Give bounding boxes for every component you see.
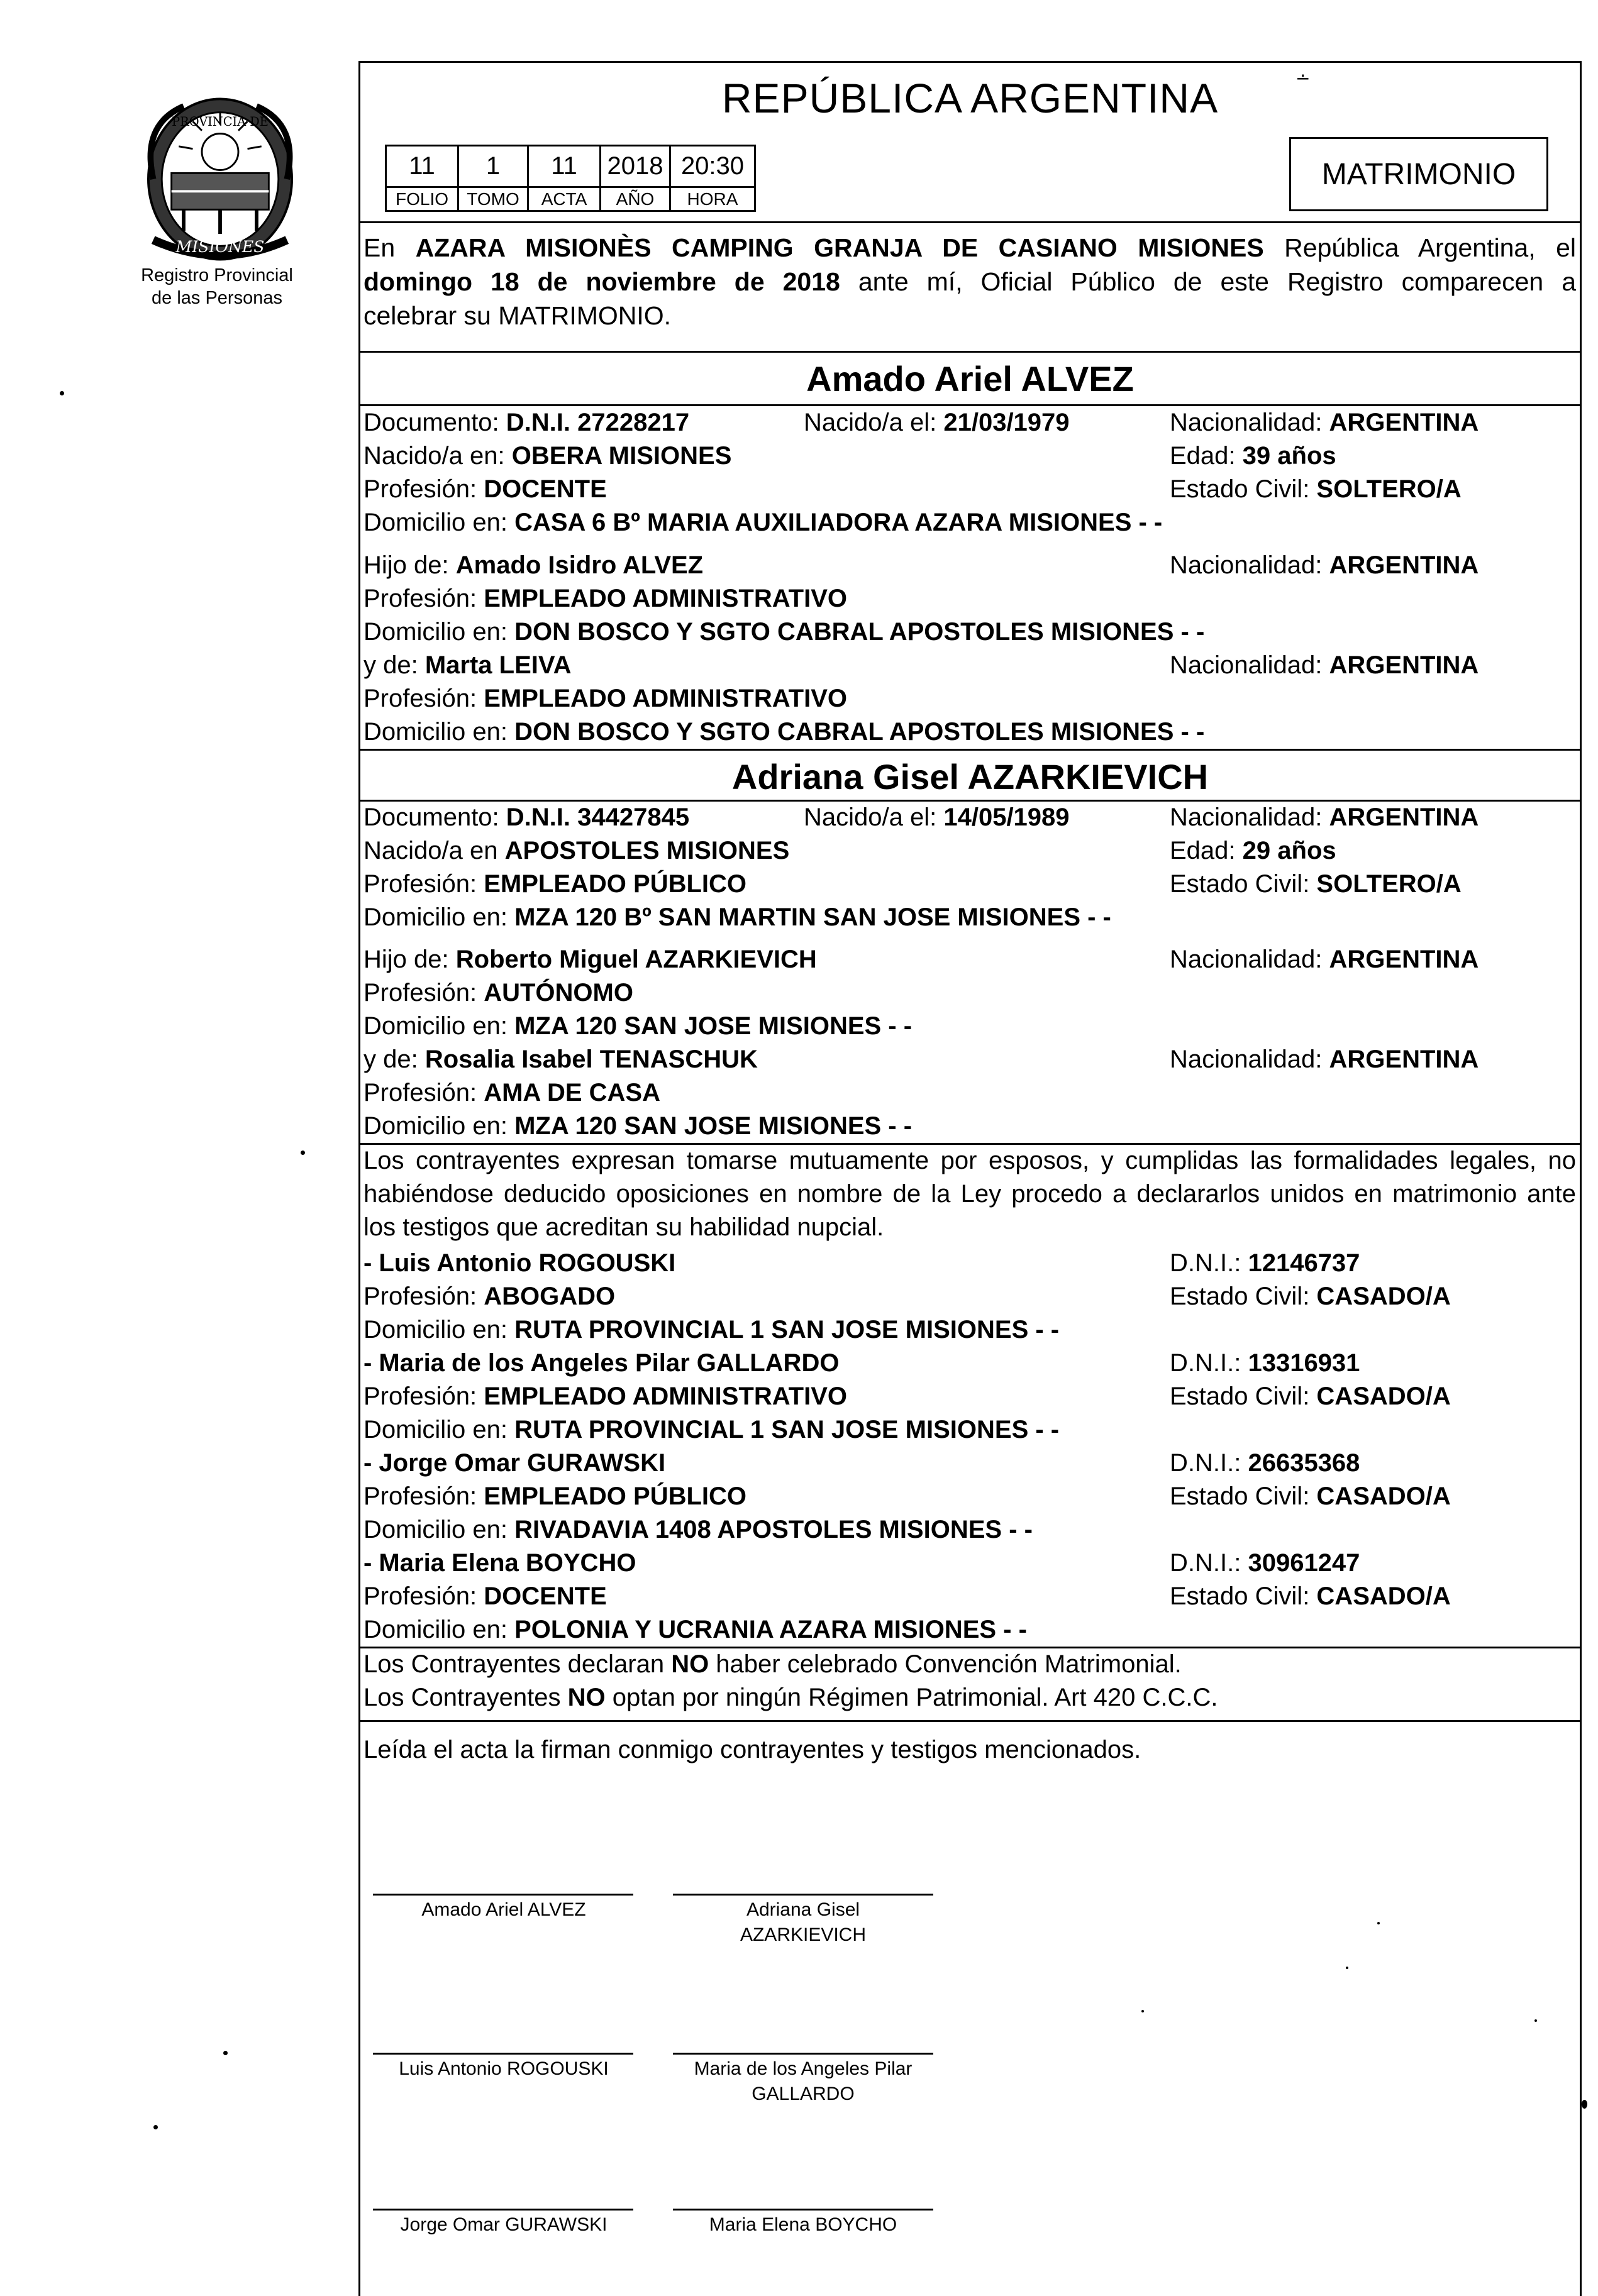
witness4-dni: D.N.I.: 30961247 [1170, 1549, 1360, 1577]
scan-speck [223, 2051, 228, 2055]
spouse1-address: Domicilio en: CASA 6 Bº MARIA AUXILIADORA AZARA MISIONES - - [363, 509, 1163, 536]
record-type-box [1289, 137, 1548, 211]
seal-text-top: PROVINCIA DE [172, 114, 269, 129]
spouse1-father: Hijo de: Amado Isidro ALVEZ [363, 551, 704, 579]
stray-mark: ∸ [1296, 69, 1311, 88]
spouse1-mother: y de: Marta LEIVA [363, 651, 572, 679]
witness4-civil-status: Estado Civil: CASADO/A [1170, 1582, 1451, 1610]
spouse1-nationality: Nacionalidad: ARGENTINA [1170, 409, 1479, 436]
declaration-line: los testigos que acreditan su habilidad nupcial. [363, 1213, 884, 1241]
scan-speck [1534, 2019, 1537, 2022]
divider [358, 749, 1582, 751]
anio-label: AÑO [601, 187, 670, 211]
spouse1-document: Documento: D.N.I. 27228217 [363, 409, 690, 436]
seal-text-bottom: MISIONES [175, 238, 265, 256]
convention-statement: Los Contrayentes declaran NO haber celebrado Convención Matrimonial. [363, 1650, 1182, 1678]
spouse1-birthdate: Nacido/a el: 21/03/1979 [804, 409, 1070, 436]
spouse2-profession: Profesión: EMPLEADO PÚBLICO [363, 870, 747, 898]
intro-paragraph [363, 231, 1576, 333]
spouse2-birthdate: Nacido/a el: 14/05/1989 [804, 803, 1070, 831]
signature-spouse2: Adriana Gisel AZARKIEVICH [740, 1899, 867, 1945]
signature-witness3: Jorge Omar GURAWSKI [400, 2214, 608, 2235]
hora-value: 20:30 [670, 146, 755, 187]
spouse2-father-nationality: Nacionalidad: ARGENTINA [1170, 946, 1479, 973]
declaration-line: habiéndose deducido oposiciones en nombre de la Ley procedo a declararlos unidos en matrimonio ante [363, 1180, 1576, 1208]
ceremony-date: domingo 18 de noviembre de 2018 [363, 267, 840, 296]
spouse2-mother-profession: Profesión: AMA DE CASA [363, 1079, 660, 1107]
spouse2-name: Adriana Gisel AZARKIEVICH [731, 757, 1209, 797]
signature-line [673, 2209, 933, 2210]
regime-statement: Los Contrayentes NO optan por ningún Régimen Patrimonial. Art 420 C.C.C. [363, 1684, 1218, 1711]
spouse1-mother-address: Domicilio en: DON BOSCO Y SGTO CABRAL APOSTOLES MISIONES - - [363, 718, 1205, 746]
scan-speck [301, 1151, 305, 1155]
spouse1-father-address: Domicilio en: DON BOSCO Y SGTO CABRAL APOSTOLES MISIONES - - [363, 618, 1205, 646]
witness4-profession: Profesión: DOCENTE [363, 1582, 607, 1610]
spouse2-mother: y de: Rosalia Isabel TENASCHUK [363, 1046, 758, 1073]
intro-text: En [363, 233, 416, 262]
witness2-name: - Maria de los Angeles Pilar GALLARDO [363, 1349, 840, 1377]
registry-caption-line1: Registro Provincial [141, 265, 293, 285]
signature-witness2: Maria de los Angeles Pilar GALLARDO [694, 2058, 913, 2104]
signature-line [673, 1894, 933, 1896]
spouse2-mother-nationality: Nacionalidad: ARGENTINA [1170, 1046, 1479, 1073]
witness3-profession: Profesión: EMPLEADO PÚBLICO [363, 1482, 747, 1510]
acta-label: ACTA [528, 187, 601, 211]
spouse2-nationality: Nacionalidad: ARGENTINA [1170, 803, 1479, 831]
signature-spouse1: Amado Ariel ALVEZ [421, 1899, 586, 1920]
spouse1-name: Amado Ariel ALVEZ [806, 359, 1134, 399]
spouse2-address: Domicilio en: MZA 120 Bº SAN MARTIN SAN JOSE MISIONES - - [363, 903, 1111, 931]
ceremony-place: AZARA MISIONÈS CAMPING GRANJA DE CASIANO MISIONES [415, 233, 1264, 262]
witness3-name: - Jorge Omar GURAWSKI [363, 1449, 666, 1477]
intro-text: celebrar su MATRIMONIO. [363, 301, 672, 330]
record-type: MATRIMONIO [1321, 157, 1516, 191]
witness4-address: Domicilio en: POLONIA Y UCRANIA AZARA MISIONES - - [363, 1616, 1027, 1643]
witness1-address: Domicilio en: RUTA PROVINCIAL 1 SAN JOSE MISIONES - - [363, 1316, 1060, 1344]
witness2-profession: Profesión: EMPLEADO ADMINISTRATIVO [363, 1383, 847, 1410]
witness1-dni: D.N.I.: 12146737 [1170, 1249, 1360, 1277]
folio-label: FOLIO [386, 187, 458, 211]
acta-value: 11 [528, 146, 601, 187]
scan-speck [1582, 2100, 1587, 2109]
signature-line [373, 1894, 633, 1896]
declaration-paragraph [363, 1144, 1576, 1244]
spouse2-mother-address: Domicilio en: MZA 120 SAN JOSE MISIONES - - [363, 1112, 913, 1140]
provincial-seal-logo [126, 88, 314, 270]
witness1-name: - Luis Antonio ROGOUSKI [363, 1249, 676, 1277]
scan-speck [1346, 1967, 1348, 1969]
spouse1-mother-nationality: Nacionalidad: ARGENTINA [1170, 651, 1479, 679]
registry-caption [101, 264, 333, 309]
folio-value: 11 [386, 146, 458, 187]
spouse1-father-nationality: Nacionalidad: ARGENTINA [1170, 551, 1479, 579]
spouse2-age: Edad: 29 años [1170, 837, 1336, 864]
record-codes-table [385, 145, 756, 212]
witness3-civil-status: Estado Civil: CASADO/A [1170, 1482, 1451, 1510]
spouse1-father-profession: Profesión: EMPLEADO ADMINISTRATIVO [363, 585, 847, 612]
spouse2-birthplace: Nacido/a en APOSTOLES MISIONES [363, 837, 790, 864]
scan-speck [153, 2125, 158, 2129]
witness2-dni: D.N.I.: 13316931 [1170, 1349, 1360, 1377]
hora-label: HORA [670, 187, 755, 211]
witness2-civil-status: Estado Civil: CASADO/A [1170, 1383, 1451, 1410]
spouse2-father-profession: Profesión: AUTÓNOMO [363, 979, 633, 1007]
divider [358, 351, 1582, 353]
signature-line [673, 2053, 933, 2055]
anio-value: 2018 [601, 146, 670, 187]
registry-caption-line2: de las Personas [152, 288, 282, 308]
scan-speck [1141, 2010, 1144, 2012]
spouse1-civil-status: Estado Civil: SOLTERO/A [1170, 475, 1462, 503]
spouse1-birthplace: Nacido/a en: OBERA MISIONES [363, 442, 732, 470]
tomo-value: 1 [458, 146, 528, 187]
signature-witness1: Luis Antonio ROGOUSKI [399, 2058, 609, 2079]
spouse2-document: Documento: D.N.I. 34427845 [363, 803, 690, 831]
divider [358, 1720, 1582, 1722]
signature-witness4: Maria Elena BOYCHO [709, 2214, 897, 2235]
scan-speck [1377, 1922, 1380, 1924]
spouse1-age: Edad: 39 años [1170, 442, 1336, 470]
declaration-line: Los contrayentes expresan tomarse mutuamente por esposos, y cumplidas las formalidades legales, no [363, 1147, 1576, 1174]
witness3-dni: D.N.I.: 26635368 [1170, 1449, 1360, 1477]
tomo-label: TOMO [458, 187, 528, 211]
witness1-profession: Profesión: ABOGADO [363, 1283, 616, 1310]
spouse1-mother-profession: Profesión: EMPLEADO ADMINISTRATIVO [363, 685, 847, 712]
spouse1-profession: Profesión: DOCENTE [363, 475, 607, 503]
witness3-address: Domicilio en: RIVADAVIA 1408 APOSTOLES MISIONES - - [363, 1516, 1033, 1543]
signature-line [373, 2209, 633, 2210]
document-title: REPÚBLICA ARGENTINA [721, 75, 1219, 121]
signature-line [373, 2053, 633, 2055]
witness4-name: - Maria Elena BOYCHO [363, 1549, 636, 1577]
spouse2-civil-status: Estado Civil: SOLTERO/A [1170, 870, 1462, 898]
spouse2-father: Hijo de: Roberto Miguel AZARKIEVICH [363, 946, 817, 973]
scan-speck [60, 391, 64, 395]
intro-text: ante mí, Oficial Público de este Registro comparecen a [840, 267, 1577, 296]
closing-statement: Leída el acta la firman conmigo contrayentes y testigos mencionados. [363, 1736, 1141, 1763]
intro-text: República Argentina, el [1263, 233, 1577, 262]
witness2-address: Domicilio en: RUTA PROVINCIAL 1 SAN JOSE MISIONES - - [363, 1416, 1060, 1443]
witness1-civil-status: Estado Civil: CASADO/A [1170, 1283, 1451, 1310]
spouse2-father-address: Domicilio en: MZA 120 SAN JOSE MISIONES - - [363, 1012, 913, 1040]
divider [358, 221, 1582, 223]
